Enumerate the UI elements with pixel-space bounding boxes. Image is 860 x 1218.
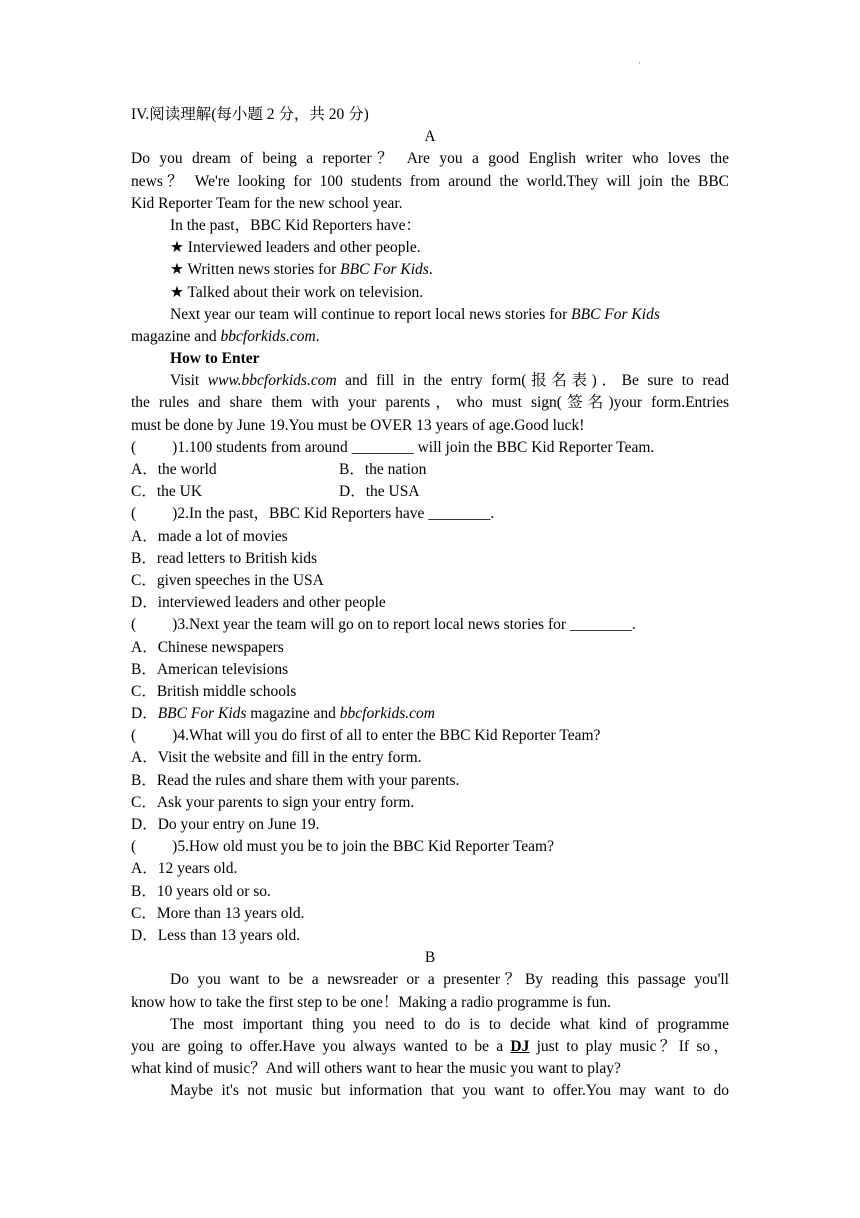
option-text: magazine and — [246, 705, 340, 723]
passage-b-p3-line: Maybe it's not music but information that you want to offer.You may want to do — [170, 1082, 729, 1100]
question-text: . — [631, 616, 636, 634]
option-d — [131, 703, 729, 725]
option-c: C．the UK — [131, 483, 203, 501]
passage-b-p2-line: what kind of music？And will others want to hear the music you want to play? — [131, 1060, 621, 1078]
next-year-line-2 — [131, 326, 729, 348]
option-b: B．American televisions — [131, 660, 289, 678]
magazine-name: BBC For Kids — [157, 705, 247, 723]
past-intro: In the past，BBC Kid Reporters have： — [170, 216, 421, 234]
passage-a-intro-line: Do you dream of being a reporter？ Are you a good English writer who loves the — [131, 150, 729, 168]
enter-line-3: must be done by June 19.You must be OVER 13 years of age.Good luck! — [131, 416, 585, 434]
website-name: bbcforkids.com — [339, 705, 435, 723]
question-text: )1.100 students from around — [172, 438, 352, 456]
answer-paren: ( — [131, 838, 137, 856]
option-b: B．10 years old or so. — [131, 882, 271, 900]
option-d: D．Do your entry on June 19. — [131, 816, 320, 833]
option-a: A．12 years old. — [131, 860, 238, 878]
question-text: will join the BBC Kid Reporter Team. — [413, 438, 655, 456]
dj-term: DJ — [510, 1037, 530, 1055]
options-row — [131, 481, 729, 503]
paragraph-text: just to play music？If so， — [529, 1037, 729, 1055]
passage-b-p2-line — [131, 1036, 729, 1058]
option-a: A．made a lot of movies — [131, 527, 288, 545]
enter-line-2: the rules and share them with your parents，who must sign(签名)your form.Entries — [131, 394, 729, 412]
option-c: C．Ask your parents to sign your entry form. — [131, 793, 415, 811]
enter-text: and fill in the entry form(报名表)．Be sure to read — [336, 372, 729, 390]
answer-blank: ________ — [351, 438, 414, 456]
website-name: bbcforkids.com — [220, 327, 316, 345]
passage-b-p1-line: Do you want to be a newsreader or a presenter？By reading this passage you'll — [170, 971, 729, 989]
paragraph-text: you are going to offer.Have you always wanted to be a — [131, 1037, 511, 1055]
question-text: )5.How old must you be to join the BBC Kid Reporter Team? — [172, 838, 554, 856]
bullet-item — [131, 259, 729, 281]
bullet-italic: BBC For Kids — [340, 261, 429, 279]
next-year-post: . — [315, 327, 320, 345]
bullet-item — [131, 282, 729, 304]
option-c: C．given speeches in the USA — [131, 571, 324, 589]
how-to-enter-heading: How to Enter — [170, 350, 260, 368]
next-year-text: Next year our team will continue to report local news stories for — [170, 305, 572, 323]
section-title: IV.阅读理解(每小题 2 分，共 20 分) — [131, 106, 369, 123]
passage-a-intro-line: Kid Reporter Team for the new school year. — [131, 194, 403, 212]
question-text: )3.Next year the team will go on to report local news stories for — [172, 616, 570, 634]
star-icon: ★ — [170, 261, 184, 279]
bullet-text: Written news stories for — [187, 261, 341, 279]
option-d: D．Less than 13 years old. — [131, 926, 301, 944]
passage-a-label: A — [424, 128, 436, 146]
next-year-text: magazine and — [131, 327, 221, 345]
answer-paren: ( — [131, 438, 137, 456]
option-b: B．read letters to British kids — [131, 549, 317, 567]
option-a: A．Visit the website and fill in the entry form. — [131, 749, 422, 767]
star-icon: ★ — [170, 239, 184, 257]
option-c: C．More than 13 years old. — [131, 904, 305, 922]
answer-blank: ________ — [569, 616, 632, 634]
enter-text: Visit — [170, 372, 208, 390]
question-text: )2.In the past，BBC Kid Reporters have — [172, 505, 429, 523]
page-marker: · — [638, 58, 641, 68]
magazine-name: BBC For Kids — [571, 305, 660, 323]
question-5 — [131, 836, 729, 858]
passage-a-intro-line: news？ We're looking for 100 students from around the world.They will join the BBC — [131, 172, 729, 190]
question-3 — [131, 614, 729, 636]
option-c: C．British middle schools — [131, 682, 297, 700]
question-text: )4.What will you do first of all to enter the BBC Kid Reporter Team? — [172, 727, 601, 745]
star-icon: ★ — [170, 283, 184, 301]
passage-b-p1-line: know how to take the first step to be one！Making a radio programme is fun. — [131, 993, 611, 1011]
enter-line-1 — [131, 370, 729, 392]
bullet-text: Talked about their work on television. — [187, 283, 424, 301]
question-4 — [131, 725, 729, 747]
question-1 — [131, 437, 729, 459]
reading-section — [131, 104, 729, 1102]
answer-paren: ( — [131, 616, 137, 634]
bullet-item — [131, 237, 729, 259]
passage-b-p2-line: The most important thing you need to do is to decide what kind of programme — [170, 1015, 729, 1033]
option-b: B．Read the rules and share them with your parents. — [131, 771, 460, 789]
bullet-post: . — [428, 261, 433, 279]
option-a: A．Chinese newspapers — [131, 638, 284, 656]
bullet-text: Interviewed leaders and other people. — [187, 239, 421, 257]
options-row — [131, 459, 729, 481]
answer-paren: ( — [131, 727, 137, 745]
option-d: D．the USA — [339, 483, 420, 501]
option-d: D．interviewed leaders and other people — [131, 594, 386, 612]
option-b: B．the nation — [339, 461, 427, 478]
option-letter: D． — [131, 705, 158, 723]
answer-blank: ________ — [428, 505, 491, 523]
next-year-line-1 — [131, 304, 729, 326]
question-text: . — [490, 505, 495, 523]
option-a: A．the world — [131, 461, 217, 478]
answer-paren: ( — [131, 505, 137, 523]
question-2 — [131, 503, 729, 525]
passage-b-label: B — [424, 949, 436, 967]
website-url: www.bbcforkids.com — [207, 372, 337, 390]
